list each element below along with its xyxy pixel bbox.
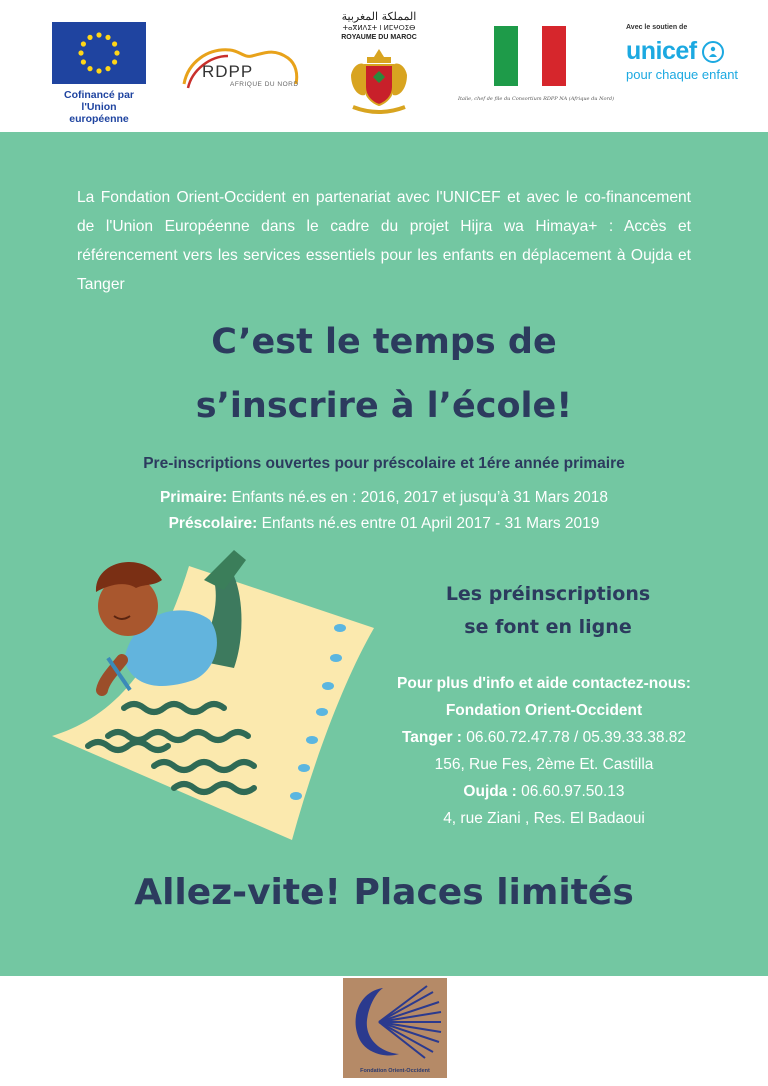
unicef-globe-icon [701,40,725,64]
headline-line-1: C’est le temps de [211,322,557,362]
rdpp-name: RDPP [202,62,254,81]
orient-occident-emblem-icon [343,978,447,1064]
tanger-label: Tanger : [401,729,462,746]
prescolaire-line [0,515,768,533]
unicef-name: unicef [626,37,697,65]
oujda-address: 4, rue Ziani , Res. El Badaoui [443,810,645,827]
oujda-phone: 06.60.97.50.13 [516,783,625,800]
unicef-support-text: Avec le soutien de [626,24,688,31]
rdpp-logo [178,44,304,102]
oujda-label: Oujda : [463,783,517,800]
italy-caption: Italie, chef de file du Consortium RDPP NA (Afrique du Nord) [458,96,615,102]
prescolaire-label: Préscolaire: [168,515,258,532]
online-note-line-1: Les préinscriptions [445,583,651,605]
eu-flag-icon [52,22,146,84]
primaire-label: Primaire: [159,489,228,506]
primaire-line [0,489,768,507]
footer-logo-text: Fondation Orient-Occident [360,1068,430,1074]
italy-logo [458,26,615,102]
intro-paragraph: La Fondation Orient-Occident en partenariat avec l'UNICEF et avec le co-financement de l'Union Européenne dans le cadre du projet Hijra wa Himaya+ : Accès et référencement vers les services essentiels pour les enfants en déplacement à Oujda et Tanger [77,189,691,293]
partner-logos [0,0,768,132]
contact-heading: Pour plus d'info et aide contactez-nous: [397,675,691,692]
maroc-arabic-text: المملكة المغربية [341,10,417,23]
eu-caption-line-1: Cofinancé par [63,89,134,101]
unicef-tagline: pour chaque enfant [626,67,739,82]
tanger-line [356,724,732,751]
contact-block [356,670,732,832]
headline-line-2: s’inscrire à l’école! [195,386,573,426]
contact-organization: Fondation Orient-Occident [445,702,643,719]
eu-logo [52,22,146,125]
maroc-french-text: ROYAUME DU MAROC [341,34,417,41]
fondation-orient-occident-logo [343,978,447,1078]
online-note-line-2: se font en ligne [464,616,632,638]
maroc-tifinagh-text: ⵜⴰⴳⵍⴷⵉⵜ ⵏ ⵍⵎⵖⵔⵉⴱ [342,24,416,32]
child-writing-illustration [44,540,384,840]
unicef-logo [626,24,750,82]
italy-flag-icon [494,26,566,86]
rdpp-subtitle: AFRIQUE DU NORD [230,81,299,88]
tanger-address: 156, Rue Fes, 2ème Et. Castilla [434,756,654,773]
royaume-du-maroc-logo [330,10,428,121]
primaire-text: Enfants né.es en : 2016, 2017 et jusqu’à 31 Mars 2018 [227,489,609,506]
tanger-phones: 06.60.72.47.78 / 05.39.33.38.82 [461,729,687,746]
closing-callout: Allez-vite! Places limités [134,872,634,913]
eu-caption-line-2: l'Union européenne [69,101,129,125]
preinscription-subheading: Pre-inscriptions ouvertes pour préscolaire et 1ére année primaire [143,455,625,472]
coat-of-arms-icon [343,45,415,117]
oujda-line [356,778,732,805]
prescolaire-text: Enfants né.es entre 01 April 2017 - 31 Mars 2019 [257,515,600,532]
